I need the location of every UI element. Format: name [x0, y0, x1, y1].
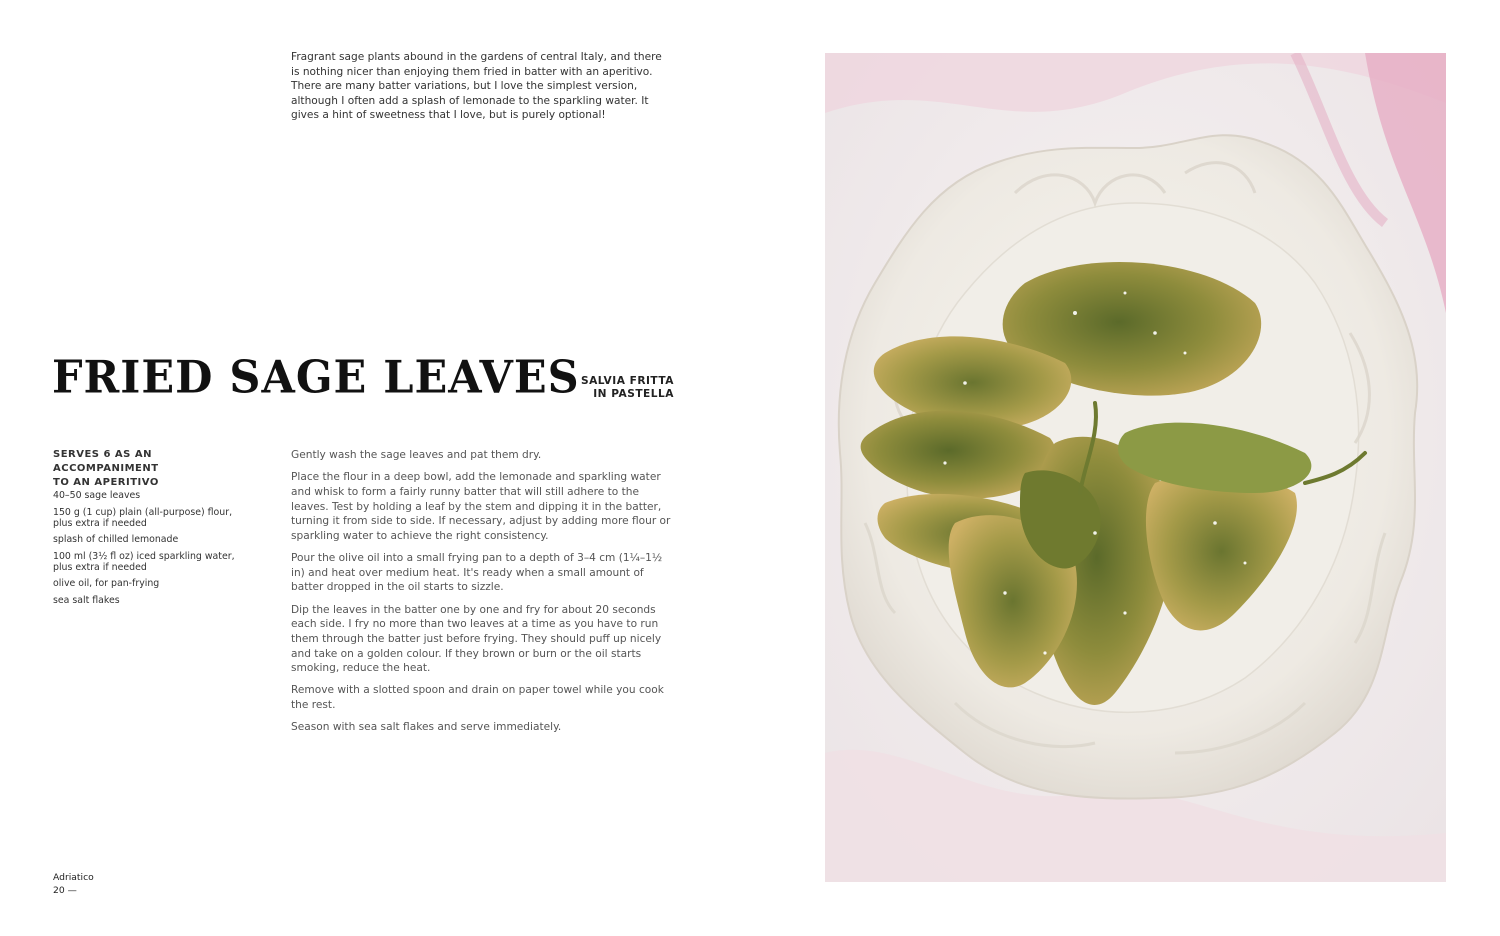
recipe-photo — [825, 53, 1446, 882]
ingredient-item: 100 ml (3½ fl oz) iced sparkling water, plus extra if needed — [53, 550, 235, 573]
subtitle-line: IN PASTELLA — [593, 387, 674, 400]
ingredient-item: 150 g (1 cup) plain (all-purpose) flour, plus extra if needed — [53, 506, 233, 529]
serves-line: SERVES 6 AS AN ACCOMPANIMENT — [53, 449, 159, 474]
footer-page-number: 20 — — [53, 885, 77, 896]
ingredients-list — [53, 490, 253, 611]
method-steps — [291, 448, 675, 742]
method-step: Gently wash the sage leaves and pat them dry. — [291, 449, 542, 461]
ingredient-item: olive oil, for pan-frying — [53, 578, 160, 589]
method-step: Place the flour in a deep bowl, add the lemonade and sparkling water and whisk to form a fairly runny batter that will still adhere to the leaves. Test by holding a leaf by the stem and dipping it in the batter, turning it from side to side. If necessary, adjust by adding more flour or sparkling water to achieve the right consistency. — [291, 471, 671, 542]
method-step: Dip the leaves in the batter one by one and fry for about 20 seconds each side. I fry no more than two leaves at a time as you have to run them through the batter just before frying. They should puff up nicely and take on a golden colour. If they brown or burn or the oil starts smoking, reduce the heat. — [291, 603, 662, 675]
fried-sage-photo-illustration — [825, 53, 1446, 882]
method-step: Pour the olive oil into a small frying pan to a depth of 3–4 cm (1¼–1½ in) and heat over medium heat. It's ready when a small amount of batter dropped in the oil starts to sizzle. — [291, 552, 663, 594]
method-step: Season with sea salt flakes and serve immediately. — [291, 721, 562, 734]
subtitle-line: SALVIA FRITTA — [580, 375, 674, 387]
serves-line: TO AN APERITIVO — [53, 477, 159, 488]
footer-book-title: Adriatico — [53, 872, 94, 883]
ingredient-item: splash of chilled lemonade — [53, 534, 179, 545]
ingredient-item: sea salt flakes — [53, 594, 120, 606]
recipe-title: FRIED SAGE LEAVES — [52, 351, 580, 405]
method-step: Remove with a slotted spoon and drain on paper towel while you cook the rest. — [291, 684, 664, 712]
recipe-italian-subtitle — [540, 375, 674, 400]
serves-heading — [53, 448, 253, 490]
ingredient-item: 40–50 sage leaves — [53, 490, 141, 501]
intro-paragraph: Fragrant sage plants abound in the gardens of central Italy, and there is nothing nicer than enjoying them fried in batter with an aperitivo. There are many batter variations, but I love the simplest version, although I often add a splash of lemonade to the sparkling water. It gives a hint of sweetness that I love, but is purely optional! — [291, 51, 662, 122]
